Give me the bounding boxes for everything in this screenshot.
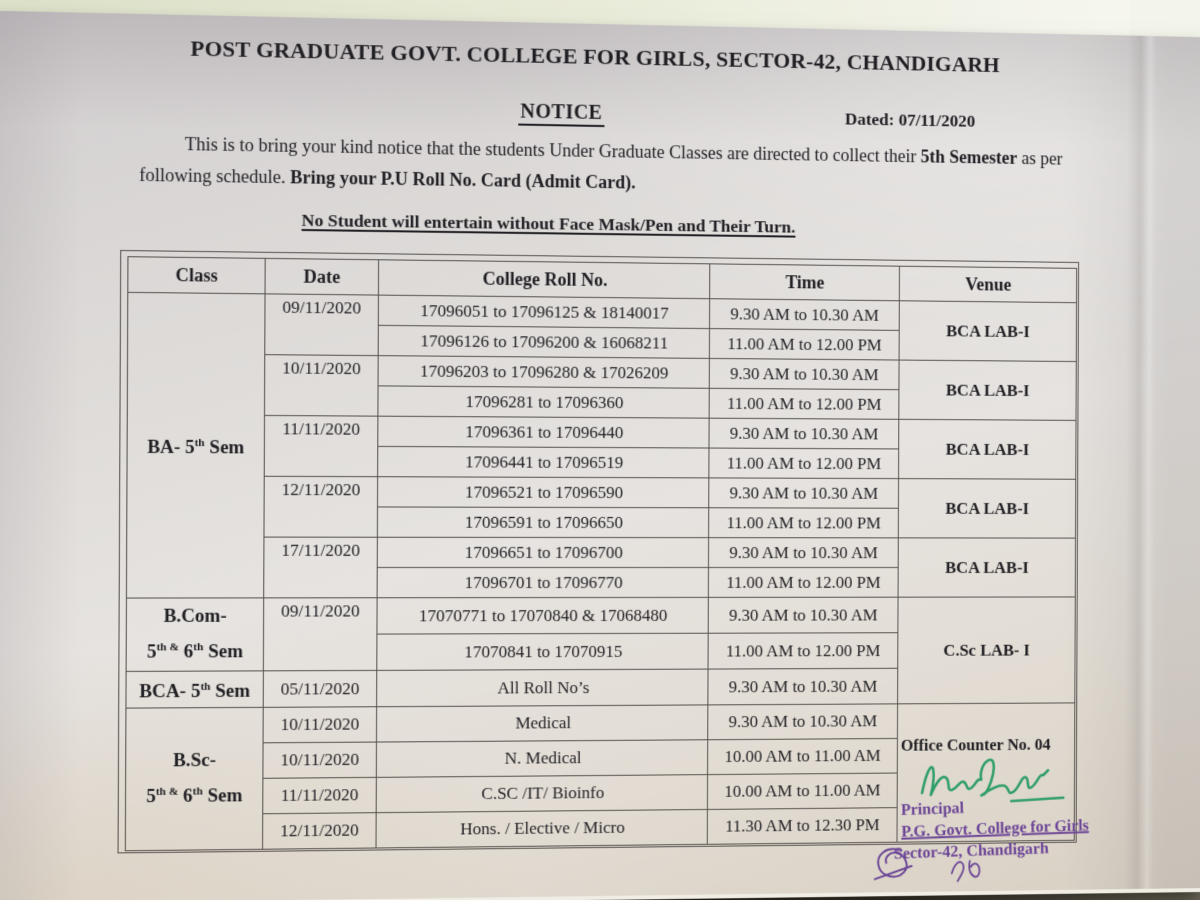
time-cell: 9.30 AM to 10.30 AM (708, 704, 898, 740)
notice-paper (0, 10, 1200, 900)
class-text-3: Sem (203, 642, 244, 663)
class-cell-bca (126, 671, 263, 708)
venue-signature-block (893, 735, 1092, 865)
time-cell: 9.30 AM to 10.30 AM (709, 418, 899, 449)
notice-document (0, 11, 1187, 900)
date-cell: 05/11/2020 (263, 670, 377, 707)
college-title: POST GRADUATE GOVT. COLLEGE FOR GIRLS, SECTOR-42, CHANDIGARH (190, 35, 1000, 78)
venue-cell: BCA LAB-I (899, 301, 1076, 362)
roll-cell: 17096441 to 17096519 (378, 446, 709, 477)
date-cell: 09/11/2020 (263, 598, 377, 671)
class-text-2: Sem (210, 681, 251, 703)
date-cell: 17/11/2020 (264, 537, 378, 598)
venue-cell: BCA LAB-I (899, 360, 1076, 420)
class-line-2 (130, 632, 260, 668)
stamp-sector-text: Sector-42, Chandigarh (893, 838, 1049, 863)
time-cell: 9.30 AM to 10.30 AM (708, 668, 898, 705)
class-text-2: 6 (178, 786, 193, 808)
intro-bold-admitcard: Bring your P.U Roll No. Card (Admit Card). (290, 167, 636, 193)
stamp-line-principal: Principal (900, 798, 965, 820)
roll-cell: 17096591 to 17096650 (377, 507, 708, 538)
date-cell: 11/11/2020 (263, 778, 377, 814)
venue-cell-bcom: C.Sc LAB- I (898, 597, 1076, 704)
class-text: BCA- 5 (139, 681, 201, 703)
schedule-table (125, 256, 1089, 863)
roll-cell: 17096051 to 17096125 & 18140017 (378, 295, 709, 328)
schedule-table-frame (118, 250, 1089, 863)
notice-heading-text: NOTICE (518, 100, 604, 127)
time-cell: 11.00 AM to 12.00 PM (709, 448, 899, 479)
class-text-2: 6 (178, 642, 194, 663)
roll-cell: C.SC /IT/ Bioinfo (376, 775, 707, 813)
table-row (127, 415, 1076, 450)
class-text: BA- 5 (147, 437, 195, 459)
venue-cell: BCA LAB-I (898, 479, 1075, 539)
venue-cell-bsc (893, 703, 1089, 863)
venue-cell: BCA LAB-I (898, 538, 1075, 597)
initials-scribble-icon (947, 857, 982, 884)
time-cell: 9.30 AM to 10.30 AM (710, 299, 900, 331)
header-date: Date (265, 258, 379, 295)
table-row (126, 703, 1075, 744)
intro-bold-semester: 5th Semester (920, 146, 1018, 168)
roll-cell: 17070841 to 17070915 (377, 633, 708, 670)
dated-label: Dated: 07/11/2020 (844, 108, 976, 131)
header-class: Class (128, 257, 265, 294)
roll-cell: N. Medical (376, 740, 707, 778)
class-superscript-2: th (192, 785, 203, 798)
venue-cell: BCA LAB-I (899, 419, 1076, 479)
stamp-line-college: P.G. Govt. College for Girls (901, 815, 1089, 841)
office-counter-label: Office Counter No. 04 (900, 735, 1051, 755)
date-cell: 10/11/2020 (263, 742, 377, 778)
date-cell: 10/11/2020 (263, 707, 377, 743)
time-cell: 11.00 AM to 12.00 PM (708, 633, 898, 669)
class-text-3: Sem (202, 786, 243, 807)
warning-line: No Student will entertain without Face Mask/Pen and Their Turn. (301, 209, 796, 237)
stamp-scribble-icon (872, 842, 914, 883)
intro-text-segment: This is to bring your kind notice that the students Under Graduate Classes are directed to collect their (184, 133, 921, 167)
time-cell: 11.00 AM to 12.00 PM (708, 568, 898, 598)
roll-cell: 17096281 to 17096360 (378, 386, 709, 418)
header-roll: College Roll No. (378, 260, 709, 299)
class-cell-bsc (125, 708, 263, 851)
class-superscript: th & (156, 641, 179, 654)
roll-cell: 17096701 to 17096770 (377, 567, 708, 597)
time-cell: 11.00 AM to 12.00 PM (709, 388, 899, 419)
table-row (127, 537, 1076, 568)
class-line-2 (129, 776, 259, 813)
class-superscript-2: th (193, 641, 204, 654)
intro-paragraph (139, 128, 1099, 205)
time-cell: 9.30 AM to 10.30 AM (709, 478, 899, 508)
class-text: 5 (146, 642, 157, 663)
time-cell: 10.00 AM to 11.00 AM (707, 773, 897, 809)
intro-text-segment-2: as per following schedule. (139, 148, 1063, 188)
class-text-2: Sem (204, 438, 245, 459)
roll-cell: 17070771 to 17070840 & 17068480 (377, 597, 708, 634)
time-cell: 9.30 AM to 10.30 AM (708, 538, 898, 568)
class-cell-ba (126, 292, 265, 598)
roll-cell: 17096126 to 17096200 & 16068211 (378, 325, 709, 358)
time-cell: 11.30 AM to 12.30 PM (707, 808, 897, 845)
time-cell: 9.30 AM to 10.30 AM (709, 358, 899, 389)
roll-cell: Medical (376, 705, 707, 742)
date-cell: 09/11/2020 (265, 294, 379, 356)
time-cell: 11.00 AM to 12.00 PM (709, 329, 899, 360)
class-line-1: B.Sc- (172, 750, 217, 772)
roll-cell: 17096361 to 17096440 (378, 416, 709, 448)
class-superscript: th (194, 436, 205, 450)
class-superscript: th (200, 680, 211, 693)
class-cell-bcom (126, 598, 264, 672)
date-cell: 10/11/2020 (264, 355, 378, 416)
time-cell: 10.00 AM to 11.00 AM (708, 739, 898, 775)
roll-cell: 17096651 to 17096700 (377, 537, 708, 567)
time-cell: 11.00 AM to 12.00 PM (709, 508, 899, 538)
roll-cell: 17096203 to 17096280 & 17026209 (378, 356, 709, 389)
header-venue: Venue (899, 266, 1076, 303)
time-cell: 9.30 AM to 10.30 AM (708, 597, 898, 633)
table-row (127, 476, 1076, 509)
roll-cell: All Roll No’s (377, 669, 708, 707)
warning-banner (0, 205, 1091, 241)
class-superscript: th & (155, 785, 179, 799)
header-time: Time (710, 264, 900, 301)
date-cell: 12/11/2020 (264, 476, 378, 537)
roll-cell: Hons. / Elective / Micro (376, 810, 707, 849)
principal-stamp (893, 793, 1094, 865)
class-text: 5 (146, 787, 156, 808)
date-cell: 12/11/2020 (263, 813, 377, 850)
notice-heading (461, 99, 662, 126)
table-row (126, 597, 1075, 635)
roll-cell: 17096521 to 17096590 (378, 477, 709, 508)
class-line-1: B.Com- (163, 606, 227, 627)
date-cell: 11/11/2020 (264, 415, 378, 476)
